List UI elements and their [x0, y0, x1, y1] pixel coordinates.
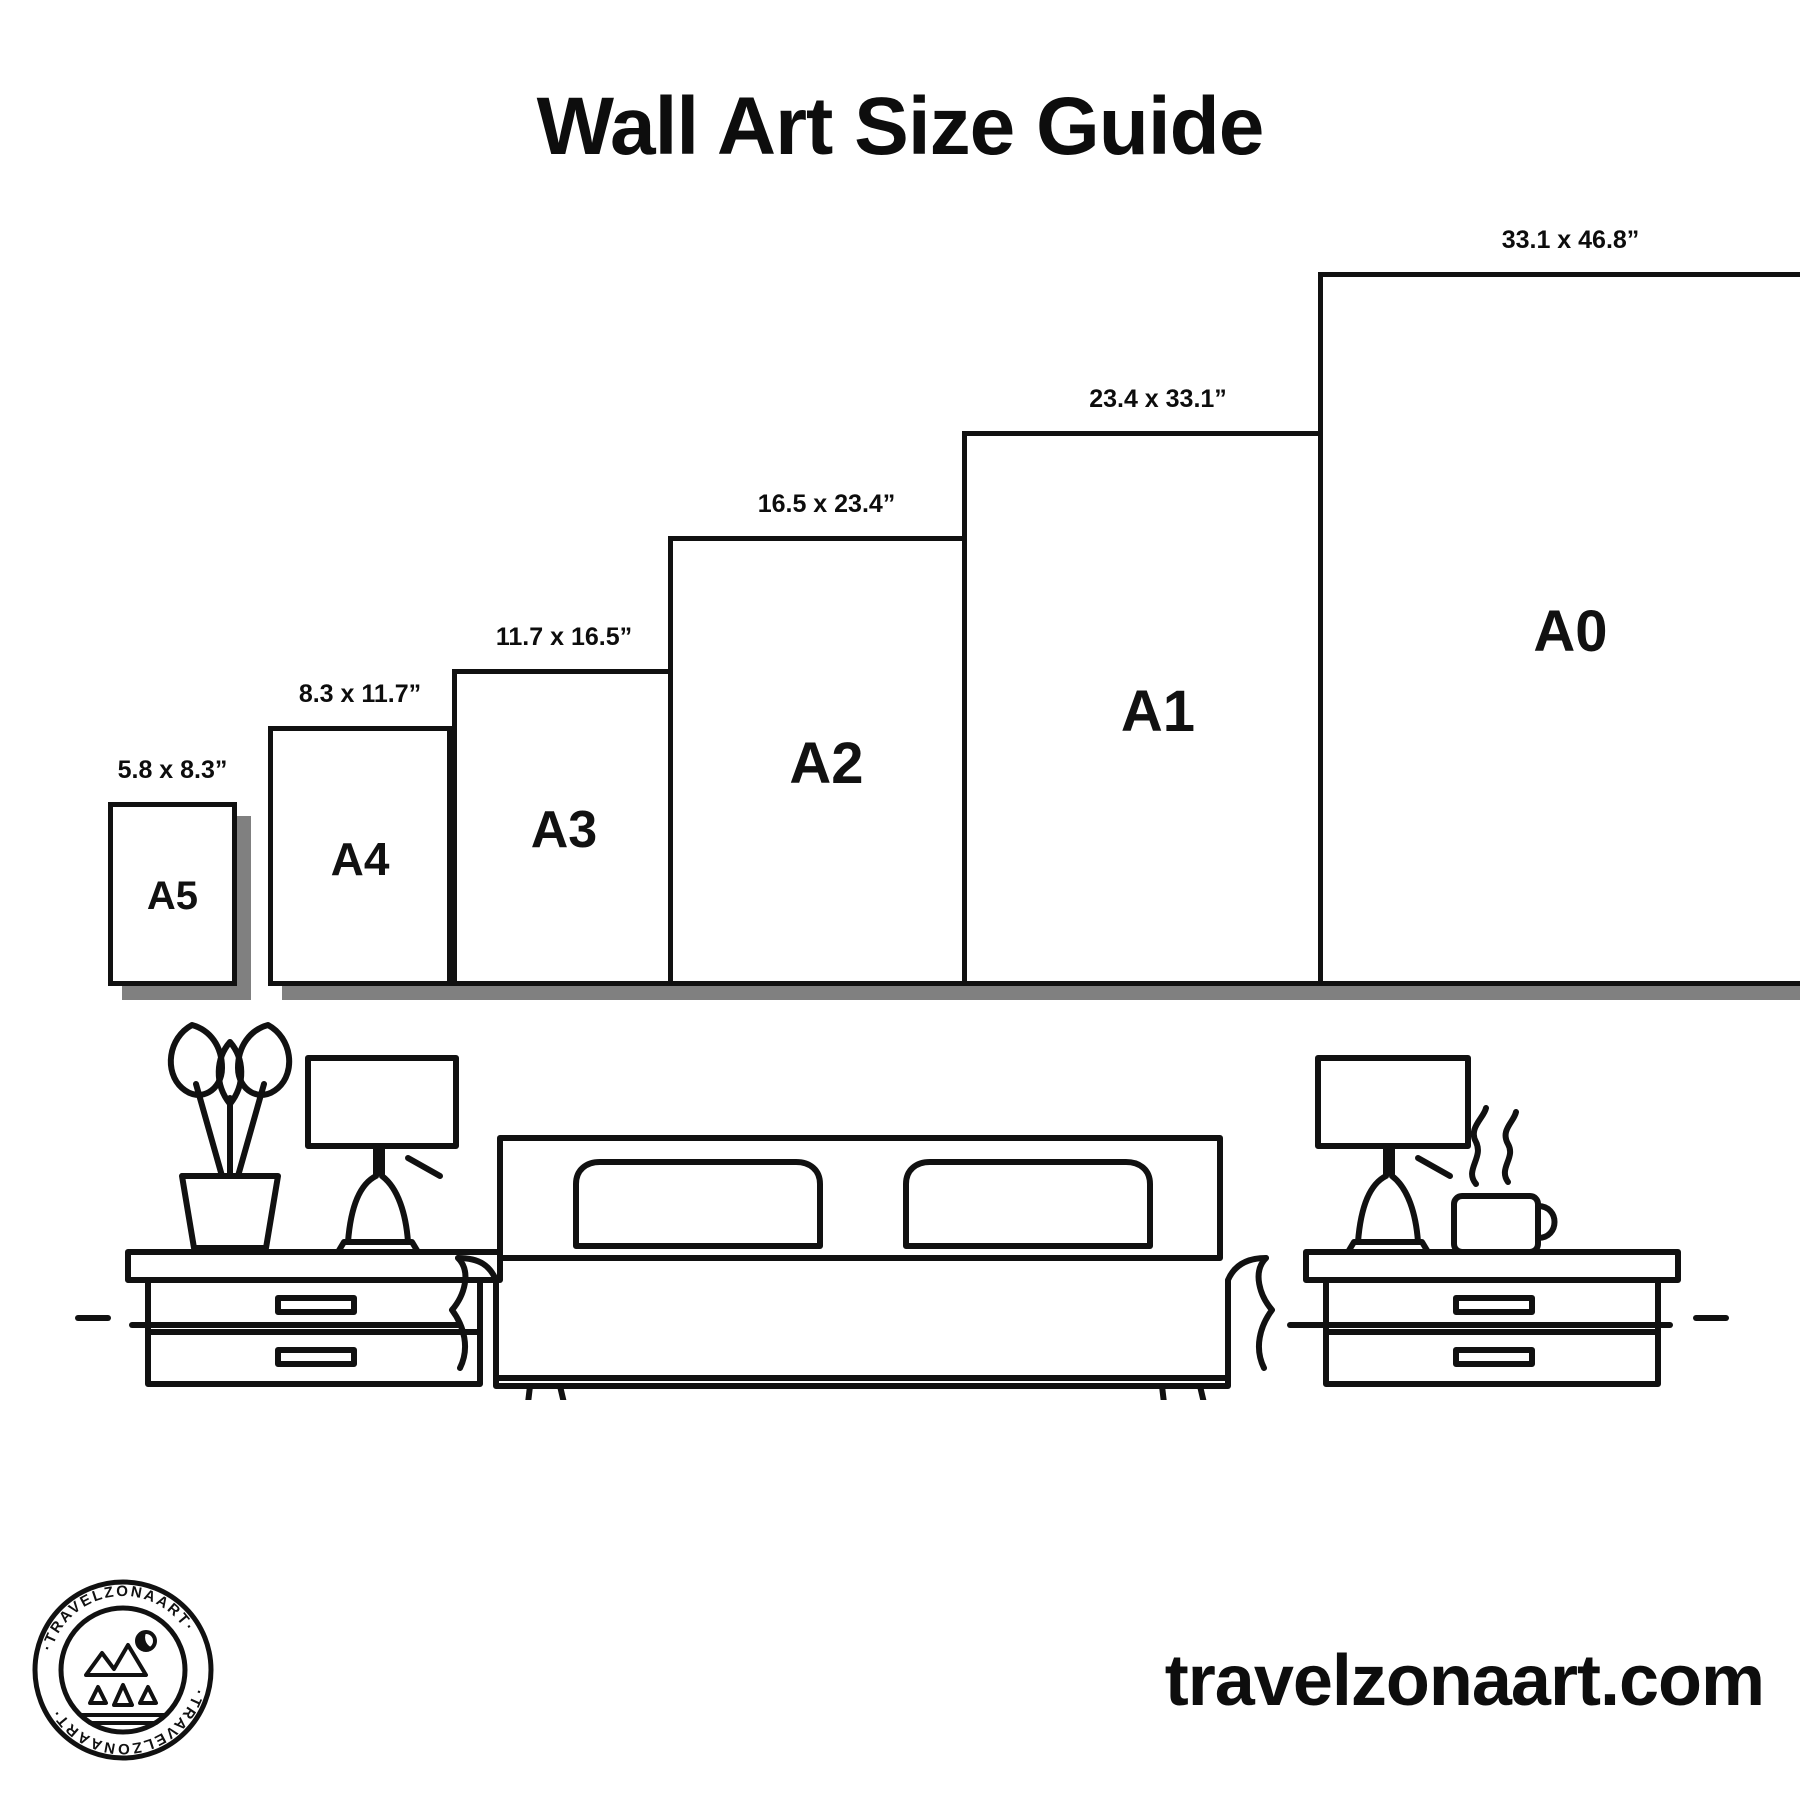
frame-group-a4: [268, 680, 466, 1000]
frame-group-a5: [108, 756, 251, 1000]
frame-a3[interactable]: [452, 669, 676, 986]
frame-group-a1: [962, 385, 1368, 1000]
frame-name-a1: A1: [1120, 679, 1196, 744]
frame-a1[interactable]: [962, 431, 1354, 986]
frame-dimension-label-a2: 16.5 x 23.4”: [757, 490, 896, 518]
website-url: travelzonaart.com: [1164, 1641, 1764, 1721]
frame-group-a2: [668, 490, 999, 1000]
logo-text-bottom: ·TRAVELZONAART·: [47, 1687, 208, 1758]
brand-logo: [28, 1575, 218, 1765]
frame-size-row: [0, 226, 1800, 1000]
right-nightstand-icon: [1306, 1252, 1678, 1384]
frame-a0[interactable]: [1318, 272, 1800, 986]
frame-dimension-label-a3: 11.7 x 16.5”: [495, 623, 633, 651]
page-title: Wall Art Size Guide: [536, 81, 1264, 172]
frame-name-a2: A2: [789, 731, 864, 796]
frame-dimension-label-a1: 23.4 x 33.1”: [1089, 385, 1227, 413]
frame-a4[interactable]: [268, 726, 452, 986]
left-nightstand-icon: [128, 1252, 500, 1384]
floor-line: [78, 1318, 1726, 1325]
right-lamp-icon: [1318, 1058, 1468, 1252]
frame-group-a0: [1318, 226, 1800, 1000]
frame-name-a3: A3: [530, 801, 598, 859]
logo-text-top: ·TRAVELZONAART·: [38, 1582, 199, 1653]
frame-dimension-label-a5: 5.8 x 8.3”: [117, 756, 228, 784]
frame-dimension-label-a4: 8.3 x 11.7”: [298, 680, 422, 708]
frame-group-a3: [452, 623, 690, 1000]
frame-name-a5: A5: [146, 874, 199, 918]
bedroom-illustration: [60, 980, 1740, 1400]
svg-text:·TRAVELZONAART·: [39, 1583, 199, 1653]
left-lamp-icon: [308, 1058, 456, 1252]
frame-a2[interactable]: [668, 536, 985, 986]
frame-name-a4: A4: [330, 833, 390, 885]
plant-vase-icon: [171, 1025, 289, 1248]
frame-name-a0: A0: [1533, 599, 1608, 664]
frame-a5[interactable]: [108, 802, 237, 986]
frame-dimension-label-a0: 33.1 x 46.8”: [1501, 226, 1640, 254]
bed-icon: [452, 1138, 1272, 1400]
